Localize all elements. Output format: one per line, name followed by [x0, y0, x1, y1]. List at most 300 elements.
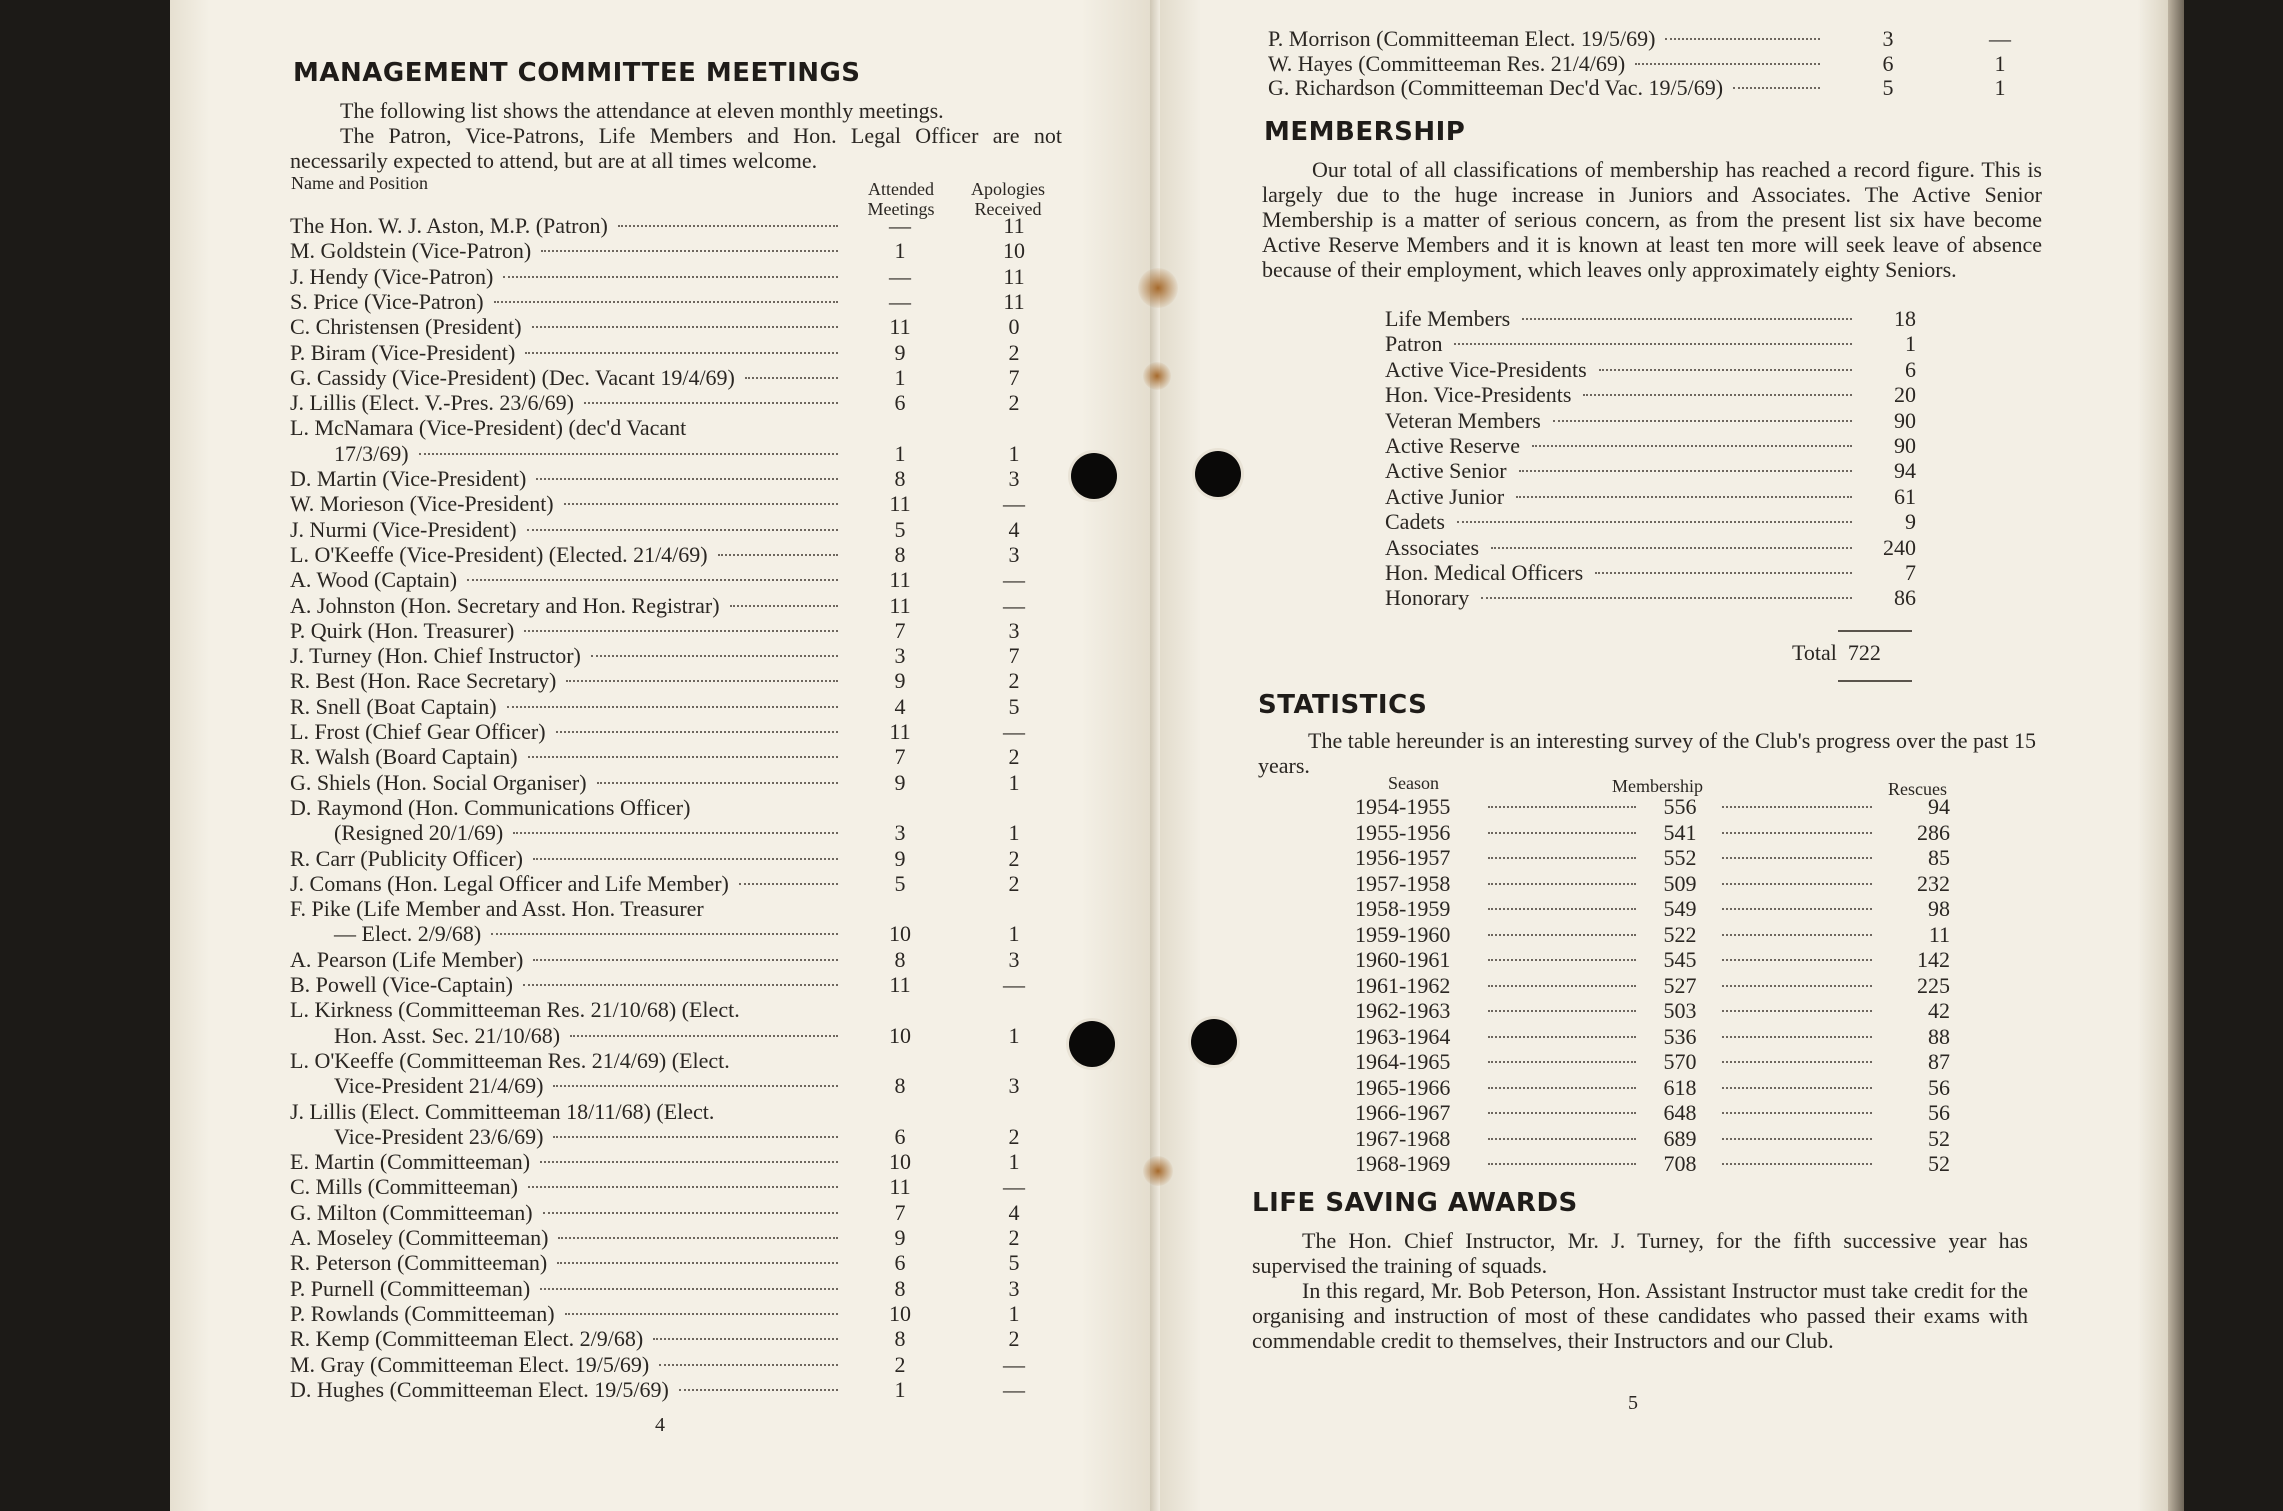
member-name: R. Walsh (Board Captain)	[290, 744, 518, 770]
member-name: M. Gray (Committeeman Elect. 19/5/69)	[290, 1351, 650, 1377]
membership-label: Hon. Vice-Presidents	[1385, 382, 1572, 408]
member-name: Vice-President 21/4/69)	[334, 1073, 544, 1099]
apologies-value: 2	[1008, 1123, 1020, 1149]
member-name: L. O'Keeffe (Vice-President) (Elected. 21/4/69)	[290, 541, 708, 567]
attended-value: 3	[1882, 26, 1894, 51]
attended-value: 1	[894, 238, 906, 264]
statistics-paragraph: The table hereunder is an interesting survey of the Club's progress over the past 15 years.	[1258, 728, 2036, 778]
attended-value: 9	[894, 1225, 906, 1250]
dot-leader	[556, 731, 838, 733]
membership-label: Active Reserve	[1385, 433, 1520, 458]
member-name: E. Martin (Committeeman)	[290, 1149, 531, 1175]
dot-leader	[1722, 985, 1872, 987]
apologies-value: 7	[1008, 364, 1020, 390]
apologies-value: 7	[1008, 643, 1020, 669]
apologies-value: —	[1003, 567, 1025, 593]
dot-leader	[1522, 318, 1852, 320]
membership-value: 509	[1663, 870, 1697, 896]
apologies-value: 1	[1994, 50, 2006, 76]
table-row	[0, 51, 2100, 76]
rescues-value: 87	[1928, 1049, 1950, 1074]
dot-leader	[524, 630, 838, 632]
membership-value: 61	[1894, 483, 1916, 509]
dot-leader	[1722, 857, 1872, 859]
member-name: L. O'Keeffe (Committeeman Res. 21/4/69) (Elect.	[290, 1047, 730, 1073]
member-name: B. Powell (Vice-Captain)	[290, 972, 513, 997]
member-name: Hon. Asst. Sec. 21/10/68)	[334, 1022, 561, 1048]
membership-row	[0, 408, 2100, 433]
table-row	[0, 719, 1100, 744]
dot-leader	[541, 250, 838, 252]
attended-value: 5	[894, 870, 906, 896]
header-line: Apologies	[971, 179, 1045, 199]
member-name: S. Price (Vice-Patron)	[290, 288, 484, 314]
season-value: 1963-1964	[1355, 1023, 1451, 1049]
attended-value: 10	[889, 1022, 911, 1048]
member-name: D. Martin (Vice-President)	[290, 466, 527, 491]
header-line: Meetings	[867, 199, 935, 219]
table-row	[0, 668, 1100, 693]
table-row	[0, 744, 1100, 769]
member-name: G. Richardson (Committeeman Dec'd Vac. 19/5/69)	[1268, 75, 1724, 100]
apologies-value: —	[1003, 1351, 1025, 1377]
membership-row	[0, 458, 2100, 483]
attended-value: 8	[894, 466, 906, 491]
dot-leader	[1722, 1036, 1872, 1038]
attended-value: 5	[1882, 75, 1894, 100]
statistics-row	[0, 998, 2100, 1023]
table-row	[0, 1200, 1100, 1225]
member-name: A. Johnston (Hon. Secretary and Hon. Registrar)	[290, 592, 720, 618]
season-value: 1957-1958	[1355, 870, 1451, 896]
attended-value: 1	[894, 440, 906, 466]
col-membership-header: Membership	[1612, 776, 1703, 796]
season-value: 1956-1957	[1355, 845, 1451, 870]
membership-value: 527	[1663, 972, 1697, 998]
dot-leader	[1722, 1061, 1872, 1063]
dot-leader	[1481, 597, 1852, 599]
member-name: 17/3/69)	[334, 440, 409, 466]
dot-leader	[1595, 572, 1852, 574]
dot-leader	[1635, 63, 1820, 65]
member-name: L. Frost (Chief Gear Officer)	[290, 719, 546, 744]
dot-leader	[503, 276, 838, 278]
membership-row	[0, 585, 2100, 610]
total-label: Total	[1792, 640, 1837, 665]
table-row	[0, 26, 2100, 51]
season-value: 1955-1956	[1355, 819, 1451, 845]
attended-value: 1	[894, 364, 906, 390]
dot-leader	[679, 1389, 838, 1391]
attended-value: 9	[894, 845, 906, 871]
membership-value: 240	[1883, 534, 1916, 560]
membership-label: Active Junior	[1385, 483, 1505, 509]
dot-leader	[1454, 343, 1852, 345]
header-line: Attended	[868, 179, 934, 199]
membership-row	[0, 560, 2100, 585]
statistics-row	[0, 845, 2100, 870]
member-name: M. Goldstein (Vice-Patron)	[290, 238, 532, 264]
attended-value: 6	[1882, 50, 1894, 76]
dot-leader	[1722, 1112, 1872, 1114]
attended-value: 11	[889, 1174, 911, 1200]
dot-leader	[659, 1364, 838, 1366]
apologies-value: 2	[1008, 390, 1020, 416]
membership-value: 536	[1663, 1023, 1697, 1049]
season-value: 1954-1955	[1355, 794, 1451, 819]
table-row	[0, 643, 1100, 668]
membership-value: 86	[1894, 585, 1916, 611]
table-row	[0, 1276, 1100, 1301]
dot-leader	[528, 756, 838, 758]
apologies-value: 2	[1008, 870, 1020, 896]
statistics-row	[0, 1151, 2100, 1176]
member-name: P. Morrison (Committeeman Elect. 19/5/69)	[1268, 26, 1656, 51]
member-name: A. Pearson (Life Member)	[290, 946, 524, 972]
apologies-value: 3	[1008, 541, 1020, 567]
member-name: A. Moseley (Committeeman)	[290, 1225, 549, 1250]
dot-leader	[1722, 806, 1872, 808]
statistics-row	[0, 871, 2100, 896]
season-value: 1962-1963	[1355, 998, 1451, 1023]
rescues-value: 98	[1928, 896, 1950, 921]
attended-value: 11	[889, 972, 911, 997]
dot-leader	[1488, 806, 1636, 808]
attended-value: 11	[889, 592, 911, 618]
apologies-value: 5	[1008, 1250, 1020, 1276]
membership-value: 522	[1663, 921, 1697, 947]
membership-label: Honorary	[1385, 585, 1470, 611]
membership-label: Cadets	[1385, 509, 1445, 535]
attended-value: 11	[889, 567, 911, 593]
dot-leader	[1722, 959, 1872, 961]
statistics-row	[0, 1049, 2100, 1074]
total-rule-top	[1838, 630, 1912, 632]
dot-leader	[1488, 959, 1636, 961]
rescues-value: 56	[1928, 1100, 1950, 1125]
member-name: J. Turney (Hon. Chief Instructor)	[290, 643, 581, 669]
attended-value: 10	[889, 1149, 911, 1175]
rescues-value: 85	[1928, 845, 1950, 870]
member-name: J. Lillis (Elect. V.-Pres. 23/6/69)	[290, 390, 574, 416]
membership-value: 556	[1663, 794, 1697, 819]
membership-label: Veteran Members	[1385, 407, 1541, 433]
membership-label: Patron	[1385, 331, 1443, 357]
member-name: G. Milton (Committeeman)	[290, 1199, 533, 1225]
dot-leader	[507, 706, 838, 708]
member-name: — Elect. 2/9/68)	[334, 921, 482, 947]
statistics-row	[0, 973, 2100, 998]
apologies-value: 3	[1008, 466, 1020, 491]
statistics-row	[0, 794, 2100, 819]
table-row	[0, 1225, 1100, 1250]
membership-label: Associates	[1385, 534, 1480, 560]
member-name: P. Rowlands (Committeeman)	[290, 1300, 555, 1326]
membership-label: Hon. Medical Officers	[1385, 560, 1584, 585]
apologies-value: 2	[1008, 1326, 1020, 1352]
member-name: G. Cassidy (Vice-President) (Dec. Vacant 19/4/69)	[290, 364, 735, 390]
dot-leader	[1488, 857, 1636, 859]
apologies-value: 1	[1008, 820, 1020, 846]
dot-leader	[528, 1186, 838, 1188]
member-name: L. Kirkness (Committeeman Res. 21/10/68) (Elect.	[290, 997, 740, 1023]
membership-row	[0, 306, 2100, 331]
attended-value: 1	[894, 1376, 906, 1402]
management-intro	[290, 98, 1062, 173]
membership-row	[0, 433, 2100, 458]
attended-value: 8	[894, 541, 906, 567]
apologies-value: 0	[1008, 314, 1020, 340]
member-name: J. Nurmi (Vice-President)	[290, 516, 517, 542]
member-name: The Hon. W. J. Aston, M.P. (Patron)	[290, 213, 608, 238]
member-name: F. Pike (Life Member and Asst. Hon. Treasurer	[290, 896, 704, 922]
member-name: W. Hayes (Committeeman Res. 21/4/69)	[1268, 50, 1626, 76]
attended-value: 3	[894, 820, 906, 846]
membership-label: Active Vice-Presidents	[1385, 356, 1587, 382]
member-name: J. Hendy (Vice-Patron)	[290, 263, 494, 289]
membership-row	[0, 535, 2100, 560]
membership-paragraph: Our total of all classifications of membership has reached a record figure. This is largely due to the huge increase in Juniors and Associates. The Active Senior Membership is a matter of serious concern, as from the present list six have become Active Reserve Members and it is known at least ten more will seek leave of absence because of their employment, which leaves only approximately eighty Seniors.	[1262, 157, 2042, 282]
apologies-value: 3	[1008, 946, 1020, 972]
dot-leader	[1488, 1061, 1636, 1063]
season-value: 1966-1967	[1355, 1100, 1451, 1125]
dot-leader	[1516, 496, 1852, 498]
season-value: 1967-1968	[1355, 1125, 1451, 1151]
awards-heading: LIFE SAVING AWARDS	[1252, 1188, 1578, 1218]
membership-value: 18	[1894, 306, 1916, 331]
attended-value: 5	[894, 516, 906, 542]
attended-value: 11	[889, 314, 911, 340]
dot-leader	[1488, 1036, 1636, 1038]
attended-value: 10	[889, 921, 911, 947]
table-row	[0, 75, 2100, 100]
season-value: 1961-1962	[1355, 972, 1451, 998]
attended-value: —	[889, 213, 911, 238]
dot-leader	[1665, 38, 1820, 40]
statistics-row	[0, 1024, 2100, 1049]
attended-value: 8	[894, 1073, 906, 1099]
statistics-row	[0, 896, 2100, 921]
dot-leader	[1722, 883, 1872, 885]
member-name: W. Morieson (Vice-President)	[290, 491, 554, 517]
attended-value: 7	[894, 617, 906, 643]
dot-leader	[1457, 521, 1852, 523]
membership-value: 1	[1905, 331, 1916, 357]
table-row	[0, 264, 1100, 289]
member-name: P. Quirk (Hon. Treasurer)	[290, 617, 515, 643]
apologies-value: 3	[1008, 1073, 1020, 1099]
dot-leader	[566, 680, 838, 682]
dot-leader	[1722, 832, 1872, 834]
apologies-value: 2	[1008, 845, 1020, 871]
apologies-value: 1	[1008, 921, 1020, 947]
apologies-value: —	[1003, 491, 1025, 517]
apologies-value: 2	[1008, 668, 1020, 694]
membership-row	[0, 382, 2100, 407]
membership-value: 90	[1894, 433, 1916, 458]
attended-value: 8	[894, 1326, 906, 1352]
membership-row	[0, 484, 2100, 509]
member-name: J. Comans (Hon. Legal Officer and Life Member)	[290, 870, 729, 896]
attended-value: 10	[889, 1300, 911, 1326]
management-heading: MANAGEMENT COMMITTEE MEETINGS	[293, 58, 861, 88]
awards-paragraph: In this regard, Mr. Bob Peterson, Hon. Assistant Instructor must take credit for the organising and instruction of most of these candidates who passed their exams with commendable credit to themselves, their Instructors and our Club.	[1252, 1278, 2028, 1353]
dot-leader	[1491, 547, 1852, 549]
attended-value: 3	[894, 643, 906, 669]
spine-gutter	[1150, 0, 1160, 1511]
attended-value: 11	[889, 491, 911, 517]
table-row	[0, 1326, 1100, 1351]
member-name: (Resigned 20/1/69)	[334, 820, 504, 846]
membership-value: 541	[1663, 819, 1697, 845]
apologies-value: —	[1003, 592, 1025, 618]
dot-leader	[1722, 1138, 1872, 1140]
member-name: Vice-President 23/6/69)	[334, 1123, 544, 1149]
dot-leader	[1488, 1087, 1636, 1089]
member-name: C. Mills (Committeeman)	[290, 1174, 518, 1200]
rescues-value: 52	[1928, 1125, 1950, 1151]
membership-value: 570	[1663, 1049, 1697, 1074]
intro-line: The Patron, Vice-Patrons, Life Members and Hon. Legal Officer are not necessarily expected to attend, but are at all times welcome.	[290, 123, 1062, 173]
apologies-value: 1	[1008, 1149, 1020, 1175]
rust-stain	[1138, 268, 1178, 308]
dot-leader	[1583, 394, 1852, 396]
apologies-value: 1	[1008, 769, 1020, 795]
membership-value: 503	[1663, 998, 1697, 1023]
table-row	[0, 770, 1100, 795]
dot-leader	[1488, 908, 1636, 910]
membership-row	[0, 331, 2100, 356]
member-name: R. Kemp (Committeeman Elect. 2/9/68)	[290, 1326, 644, 1352]
statistics-row	[0, 947, 2100, 972]
apologies-value: 2	[1008, 339, 1020, 365]
season-value: 1959-1960	[1355, 921, 1451, 947]
col-rescues-header: Rescues	[1888, 779, 1947, 799]
member-name: D. Raymond (Hon. Communications Officer)	[290, 794, 691, 820]
apologies-value: —	[1003, 1174, 1025, 1200]
apologies-value: 3	[1008, 617, 1020, 643]
awards-text	[1252, 1228, 2028, 1353]
membership-value: 94	[1894, 458, 1916, 484]
apologies-value: 4	[1008, 1199, 1020, 1225]
membership-value: 549	[1663, 896, 1697, 921]
membership-value: 648	[1663, 1100, 1697, 1125]
apologies-value: 11	[1003, 263, 1025, 289]
dot-leader	[1722, 1087, 1872, 1089]
rescues-value: 56	[1928, 1074, 1950, 1100]
statistics-row	[0, 922, 2100, 947]
total-value: 722	[1847, 640, 1881, 665]
col-season-header: Season	[1388, 773, 1439, 793]
dot-leader	[1532, 445, 1852, 447]
statistics-heading: STATISTICS	[1258, 690, 1428, 720]
table-row	[0, 1377, 1100, 1402]
dot-leader	[494, 301, 838, 303]
statistics-row	[0, 1075, 2100, 1100]
season-value: 1965-1966	[1355, 1074, 1451, 1100]
rescues-value: 88	[1928, 1023, 1950, 1049]
rescues-value: 225	[1917, 972, 1950, 998]
dot-leader	[597, 782, 838, 784]
intro-line: The following list shows the attendance at eleven monthly meetings.	[340, 98, 944, 123]
dot-leader	[591, 655, 838, 657]
member-name: A. Wood (Captain)	[290, 567, 458, 593]
member-name: J. Lillis (Elect. Committeeman 18/11/68) (Elect.	[290, 1098, 715, 1124]
dot-leader	[1488, 832, 1636, 834]
member-name: G. Shiels (Hon. Social Organiser)	[290, 769, 587, 795]
season-value: 1960-1961	[1355, 947, 1451, 972]
membership-value: 618	[1663, 1074, 1697, 1100]
rescues-value: 52	[1928, 1151, 1950, 1176]
apologies-value: —	[1003, 719, 1025, 744]
attended-value: 9	[894, 769, 906, 795]
member-name: C. Christensen (President)	[290, 314, 522, 340]
page-number-right: 5	[1628, 1392, 1638, 1414]
attended-value: —	[889, 288, 911, 314]
membership-row	[0, 509, 2100, 534]
attended-value: 8	[894, 1275, 906, 1301]
membership-label: Life Members	[1385, 306, 1511, 331]
rescues-value: 42	[1928, 998, 1950, 1023]
season-value: 1958-1959	[1355, 896, 1451, 921]
rescues-value: 286	[1917, 819, 1950, 845]
membership-value: 6	[1905, 356, 1916, 382]
header-line: Received	[974, 199, 1042, 219]
attended-value: 7	[894, 744, 906, 770]
apologies-value: 1	[1008, 1300, 1020, 1326]
apologies-value: 5	[1008, 693, 1020, 719]
apologies-value: —	[1003, 1376, 1025, 1402]
attended-value: 2	[894, 1351, 906, 1377]
season-value: 1968-1969	[1355, 1151, 1451, 1176]
table-row	[0, 618, 1100, 643]
apologies-value: 11	[1003, 288, 1025, 314]
apologies-value: —	[1989, 26, 2011, 51]
col-name-header: Name and Position	[291, 173, 428, 193]
apologies-value: 1	[1994, 75, 2006, 100]
dot-leader	[1488, 1163, 1636, 1165]
dot-leader	[1488, 1112, 1636, 1114]
statistics-text	[1258, 728, 2036, 778]
attended-value: 7	[894, 1199, 906, 1225]
member-name: R. Peterson (Committeeman)	[290, 1250, 548, 1276]
attended-value: 6	[894, 1250, 906, 1276]
dot-leader	[557, 1262, 838, 1264]
attended-value: 4	[894, 693, 906, 719]
member-name: P. Biram (Vice-President)	[290, 339, 516, 365]
rescues-value: 11	[1928, 921, 1950, 947]
attended-value: 9	[894, 339, 906, 365]
membership-heading: MEMBERSHIP	[1264, 117, 1466, 147]
dot-leader	[565, 1313, 838, 1315]
table-row	[0, 213, 1100, 238]
member-name: P. Purnell (Committeeman)	[290, 1275, 531, 1301]
attended-value: 6	[894, 390, 906, 416]
dot-leader	[1722, 1010, 1872, 1012]
dot-leader	[1722, 1163, 1872, 1165]
dot-leader	[1722, 908, 1872, 910]
dot-leader	[540, 1288, 838, 1290]
apologies-value: 4	[1008, 516, 1020, 542]
membership-label: Active Senior	[1385, 458, 1507, 484]
table-row	[0, 694, 1100, 719]
membership-value: 7	[1905, 560, 1916, 585]
dot-leader	[1733, 87, 1820, 89]
statistics-row	[0, 1123, 2100, 1151]
dot-leader	[1553, 420, 1852, 422]
awards-paragraph: The Hon. Chief Instructor, Mr. J. Turney, for the fifth successive year has supervised the training of squads.	[1252, 1228, 2028, 1278]
member-name: D. Hughes (Committeeman Elect. 19/5/69)	[290, 1376, 669, 1402]
